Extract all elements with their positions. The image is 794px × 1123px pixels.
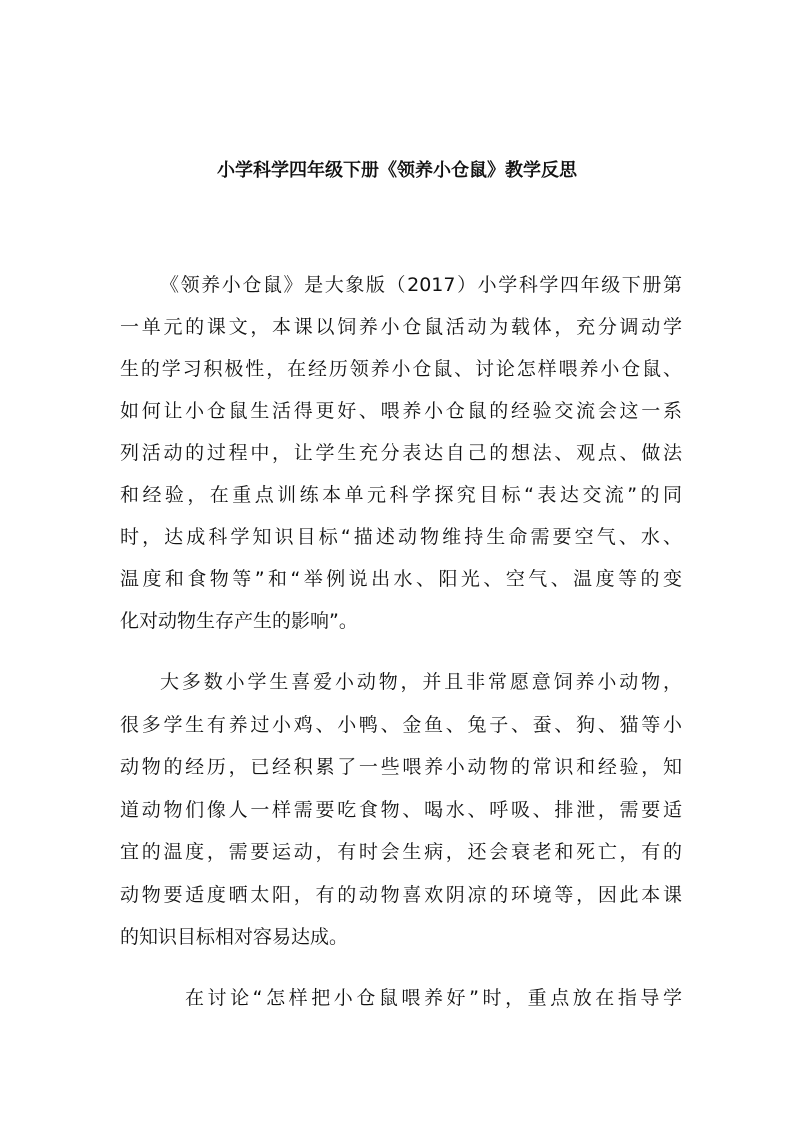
paragraph-1-line-4: 如何让小仓鼠生活得更好、喂养小仓鼠的经验交流会这一系 [120, 400, 682, 422]
paragraph-3-line-1: 在讨论“怎样把小仓鼠喂养好”时，重点放在指导学 [185, 987, 682, 1009]
paragraph-2-line-7: 的知识目标相对容易达成。 [120, 926, 349, 948]
document-title: 小学科学四年级下册《领养小仓鼠》教学反思 [217, 160, 577, 181]
paragraph-1-line-1: 《领养小仓鼠》是大象版（2017）小学科学四年级下册第 [160, 274, 682, 296]
paragraph-1-line-5: 列活动的过程中，让学生充分表达自己的想法、观点、做法 [120, 442, 682, 464]
paragraph-1-line-3: 生的学习积极性，在经历领养小仓鼠、讨论怎样喂养小仓鼠、 [120, 358, 682, 380]
paragraph-1-line-8: 温度和食物等”和“举例说出水、阳光、空气、温度等的变 [120, 568, 682, 590]
paragraph-2-line-5: 宜的温度，需要运动，有时会生病，还会衰老和死亡，有的 [120, 841, 682, 863]
paragraph-1-line-7: 时，达成科学知识目标“描述动物维持生命需要空气、水、 [120, 526, 682, 548]
paragraph-2-line-4: 道动物们像人一样需要吃食物、喝水、呼吸、排泄，需要适 [120, 799, 682, 821]
paragraph-2-line-2: 很多学生有养过小鸡、小鸭、金鱼、兔子、蚕、狗、猫等小 [120, 714, 682, 736]
paragraph-1-line-2: 一单元的课文，本课以饲养小仓鼠活动为载体，充分调动学 [120, 316, 682, 338]
paragraph-1-line-9: 化对动物生存产生的影响”。 [120, 610, 358, 632]
paragraph-2-line-1: 大多数小学生喜爱小动物，并且非常愿意饲养小动物， [160, 671, 682, 693]
paragraph-2-line-6: 动物要适度晒太阳，有的动物喜欢阴凉的环境等，因此本课 [120, 884, 682, 906]
paragraph-1-line-6: 和经验，在重点训练本单元科学探究目标“表达交流”的同 [120, 484, 682, 506]
paragraph-2-line-3: 动物的经历，已经积累了一些喂养小动物的常识和经验，知 [120, 756, 682, 778]
